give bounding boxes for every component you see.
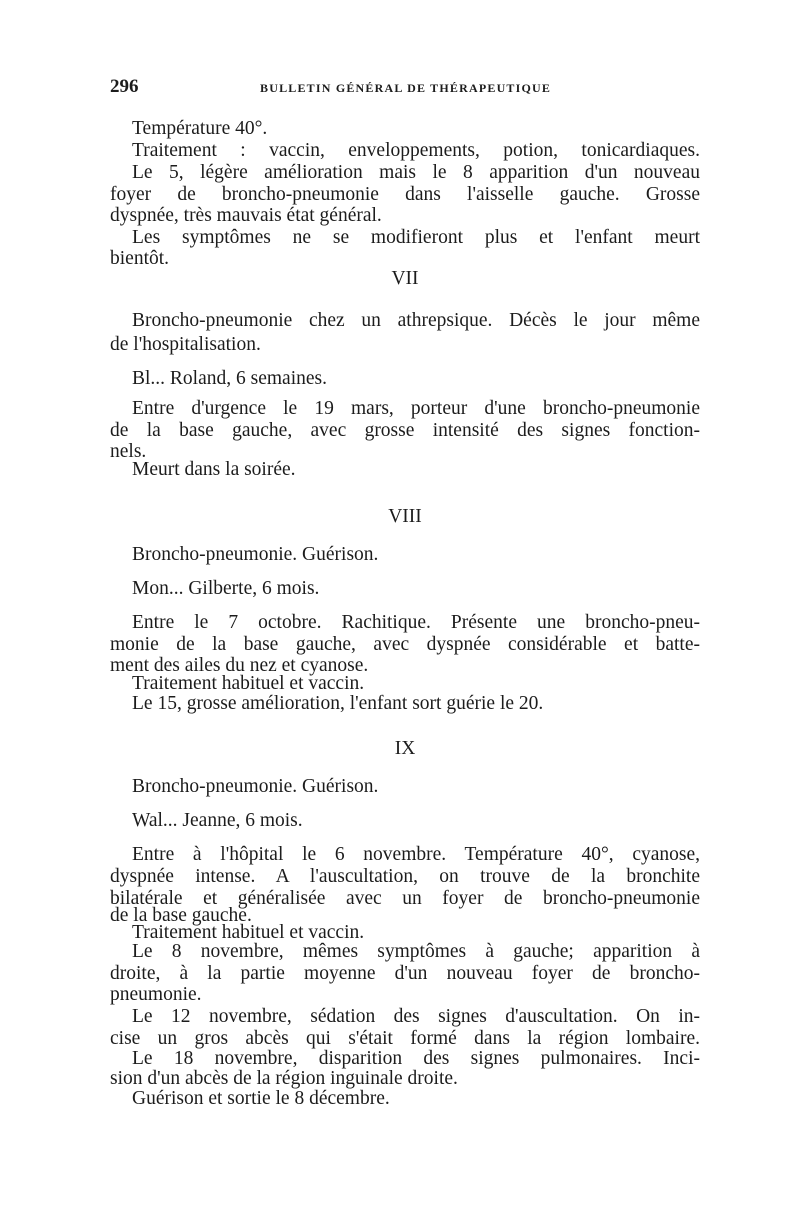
patient-name: Mon... Gilberte, 6 mois.: [132, 578, 320, 599]
text-line: Traitement habituel et vaccin.: [132, 673, 365, 694]
text-line: Entre à l'hôpital le 6 novembre. Température 40°, cyanose,: [132, 844, 700, 865]
text-line: ment des ailes du nez et cyanose.: [110, 655, 369, 676]
text-line: Entre le 7 octobre. Rachitique. Présente une broncho-pneu-: [132, 612, 700, 633]
text-line: droite, à la partie moyenne d'un nouveau foyer de broncho-: [110, 963, 700, 984]
patient-name: Bl... Roland, 6 semaines.: [132, 368, 327, 389]
text-line: Température 40°.: [132, 118, 268, 139]
text-line: dyspnée, très mauvais état général.: [110, 205, 382, 226]
text-line: Guérison et sortie le 8 décembre.: [132, 1088, 390, 1109]
text-line: cise un gros abcès qui s'était formé dans la région lombaire.: [110, 1028, 700, 1049]
case-summary: Broncho-pneumonie chez un athrepsique. Décès le jour même: [132, 310, 700, 331]
text-line: bilatérale et généralisée avec un foyer de broncho-pneumonie: [110, 888, 700, 909]
text-line: foyer de broncho-pneumonie dans l'aisselle gauche. Grosse: [110, 184, 700, 205]
text-line: bientôt.: [110, 248, 170, 269]
text-line: Le 12 novembre, sédation des signes d'auscultation. On in-: [132, 1006, 700, 1027]
text-line: dyspnée intense. A l'auscultation, on trouve de la bronchite: [110, 866, 700, 887]
text-line: nels.: [110, 441, 147, 462]
text-line: Le 5, légère amélioration mais le 8 apparition d'un nouveau: [132, 162, 700, 183]
text-line: Traitement habituel et vaccin.: [132, 922, 365, 943]
page-header: [110, 76, 700, 100]
text-line: Les symptômes ne se modifieront plus et l'enfant meurt: [132, 227, 700, 248]
text-line: de la base gauche.: [110, 905, 252, 926]
text-line: Entre d'urgence le 19 mars, porteur d'une broncho-pneumonie: [132, 398, 700, 419]
case-summary: de l'hospitalisation.: [110, 334, 261, 355]
page-number: 296: [110, 76, 139, 97]
running-head: BULLETIN GÉNÉRAL DE THÉRAPEUTIQUE: [260, 81, 552, 95]
section-numeral-ix: IX: [394, 738, 416, 759]
text-line: sion d'un abcès de la région inguinale droite.: [110, 1068, 458, 1089]
patient-name: Wal... Jeanne, 6 mois.: [132, 810, 303, 831]
text-line: monie de la base gauche, avec dyspnée considérable et batte-: [110, 634, 700, 655]
text-line: Le 18 novembre, disparition des signes pulmonaires. Inci-: [132, 1048, 700, 1069]
section-numeral-vii: VII: [391, 268, 419, 289]
text-line: Traitement : vaccin, enveloppements, potion, tonicardiaques.: [132, 140, 700, 161]
section-numeral-viii: VIII: [388, 506, 422, 527]
text-line: Meurt dans la soirée.: [132, 459, 296, 480]
text-line: pneumonie.: [110, 984, 202, 1005]
text-line: de la base gauche, avec grosse intensité des signes fonction-: [110, 420, 700, 441]
text-line: Le 8 novembre, mêmes symptômes à gauche; apparition à: [132, 941, 700, 962]
text-line: Le 15, grosse amélioration, l'enfant sort guérie le 20.: [132, 693, 544, 714]
case-summary: Broncho-pneumonie. Guérison.: [132, 776, 379, 797]
case-summary: Broncho-pneumonie. Guérison.: [132, 544, 379, 565]
